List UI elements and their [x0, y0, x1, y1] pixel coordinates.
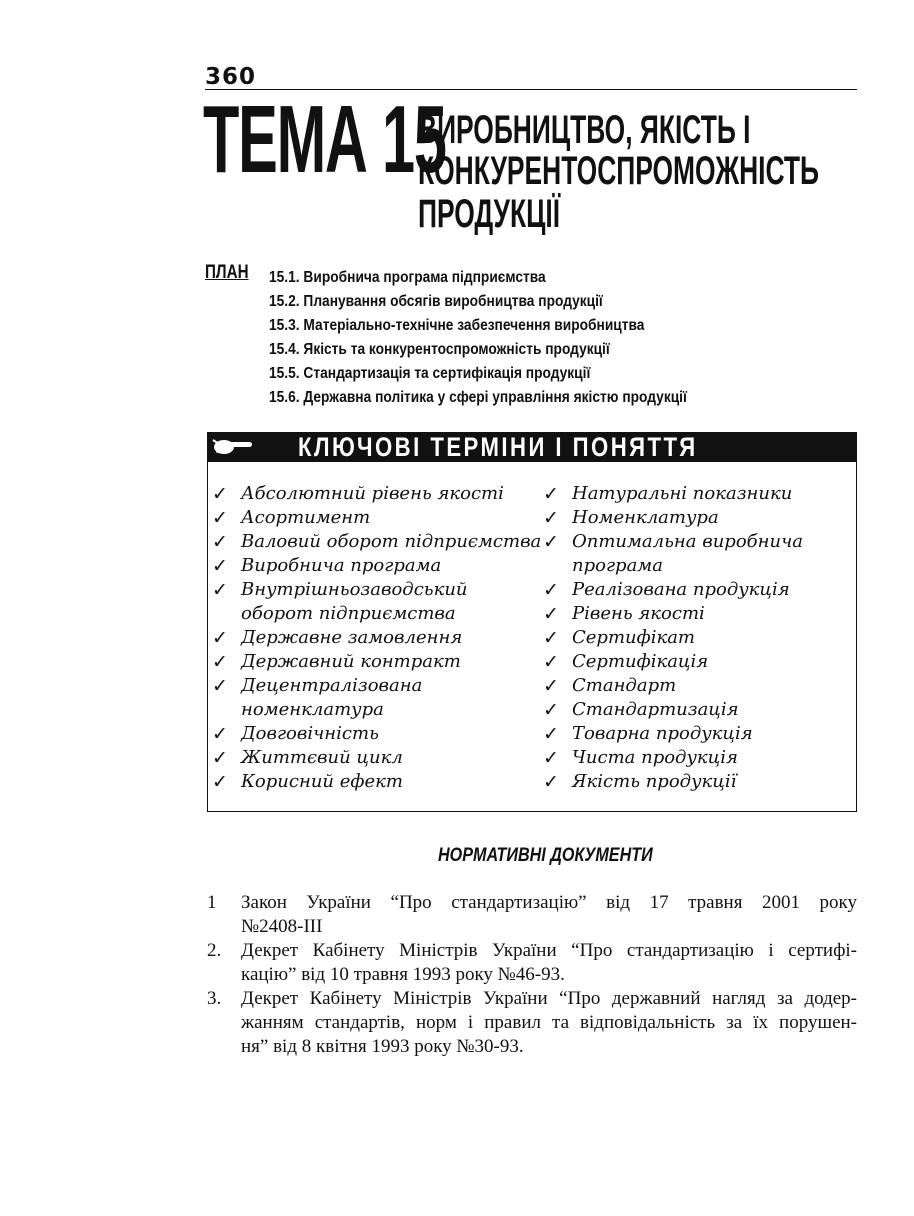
- key-term-left: Корисний ефект: [241, 771, 403, 792]
- check-icon: ✓: [543, 651, 559, 673]
- key-term-left: Асортимент: [241, 507, 371, 528]
- normative-docs-title: НОРМАТИВНІ ДОКУМЕНТИ: [438, 845, 653, 866]
- doc-number: 3.: [207, 988, 222, 1009]
- doc-number: 1: [207, 892, 217, 913]
- key-term-left: Життєвий цикл: [241, 747, 403, 768]
- key-term-left: Довговічність: [241, 723, 379, 744]
- plan-label: ПЛАН: [205, 262, 249, 283]
- check-icon: ✓: [543, 747, 559, 769]
- check-icon: ✓: [543, 531, 559, 553]
- key-term-right: Оптимальна виробнича: [572, 531, 804, 552]
- key-term-right: програма: [572, 555, 663, 576]
- check-icon: ✓: [543, 699, 559, 721]
- check-icon: ✓: [212, 771, 228, 793]
- key-term-left: Внутрішньозаводський: [241, 579, 468, 600]
- key-term-right: Чиста продукція: [572, 747, 738, 768]
- theme-number: ТЕМА 15: [203, 86, 446, 193]
- key-term-right: Сертифікація: [572, 651, 709, 672]
- check-icon: ✓: [212, 483, 228, 505]
- key-terms-title: КЛЮЧОВІ ТЕРМІНИ І ПОНЯТТЯ: [298, 432, 698, 462]
- key-term-right: Стандарт: [572, 675, 677, 696]
- check-icon: ✓: [212, 507, 228, 529]
- plan-item: 15.2. Планування обсягів виробництва продукції: [269, 293, 603, 310]
- check-icon: ✓: [212, 627, 228, 649]
- doc-line: Закон України “Про стандартизацію” від 17 травня 2001 року: [241, 892, 857, 913]
- doc-line: Декрет Кабінету Міністрів України “Про державний нагляд за додер-: [241, 988, 857, 1009]
- check-icon: ✓: [212, 531, 228, 553]
- key-term-right: Стандартизація: [572, 699, 739, 720]
- check-icon: ✓: [212, 675, 228, 697]
- check-icon: ✓: [543, 723, 559, 745]
- check-icon: ✓: [543, 579, 559, 601]
- doc-line: кацію” від 10 травня 1993 року №46-93.: [241, 964, 565, 985]
- doc-line: ня” від 8 квітня 1993 року №30-93.: [241, 1036, 524, 1057]
- key-term-right: Якість продукції: [572, 771, 737, 792]
- doc-number: 2.: [207, 940, 222, 961]
- key-term-right: Реалізована продукція: [572, 579, 790, 600]
- key-term-right: Товарна продукція: [572, 723, 753, 744]
- check-icon: ✓: [212, 555, 228, 577]
- plan-item: 15.6. Державна політика у сфері управління якістю продукції: [269, 389, 687, 406]
- check-icon: ✓: [543, 627, 559, 649]
- pointing-hand-icon: [210, 436, 256, 458]
- key-term-left: Валовий оборот підприємства: [241, 531, 542, 552]
- doc-line: жанням стандартів, норм і правил та відповідальність за їх порушен-: [241, 1012, 857, 1033]
- plan-item: 15.1. Виробнича програма підприємства: [269, 269, 546, 286]
- check-icon: ✓: [212, 723, 228, 745]
- key-term-left: Державне замовлення: [241, 627, 463, 648]
- check-icon: ✓: [543, 603, 559, 625]
- check-icon: ✓: [543, 507, 559, 529]
- check-icon: ✓: [212, 579, 228, 601]
- key-term-right: Номенклатура: [572, 507, 719, 528]
- key-term-left: номенклатура: [241, 699, 384, 720]
- plan-item: 15.5. Стандартизація та сертифікація продукції: [269, 365, 591, 382]
- check-icon: ✓: [543, 675, 559, 697]
- plan-item: 15.4. Якість та конкурентоспроможність продукції: [269, 341, 610, 358]
- check-icon: ✓: [212, 651, 228, 673]
- check-icon: ✓: [543, 771, 559, 793]
- key-term-left: Децентралізована: [241, 675, 423, 696]
- key-term-right: Натуральні показники: [572, 483, 793, 504]
- key-term-left: Державний контракт: [241, 651, 461, 672]
- title-line-1: ВИРОБНИЦТВО, ЯКІСТЬ І: [418, 108, 751, 152]
- plan-item: 15.3. Матеріально-технічне забезпечення виробництва: [269, 317, 645, 334]
- doc-line: Декрет Кабінету Міністрів України “Про стандартизацію і сертифі-: [241, 940, 857, 961]
- doc-line: №2408-ІІІ: [241, 916, 323, 937]
- title-line-2: КОНКУРЕНТОСПРОМОЖНІСТЬ: [418, 149, 819, 193]
- key-term-left: оборот підприємства: [241, 603, 456, 624]
- check-icon: ✓: [212, 747, 228, 769]
- key-term-right: Сертифікат: [572, 627, 696, 648]
- key-term-left: Виробнича програма: [241, 555, 442, 576]
- page-number: 360: [205, 64, 257, 90]
- title-line-3: ПРОДУКЦІЇ: [418, 192, 560, 236]
- check-icon: ✓: [543, 483, 559, 505]
- key-term-right: Рівень якості: [572, 603, 705, 624]
- key-term-left: Абсолютний рівень якості: [241, 483, 504, 504]
